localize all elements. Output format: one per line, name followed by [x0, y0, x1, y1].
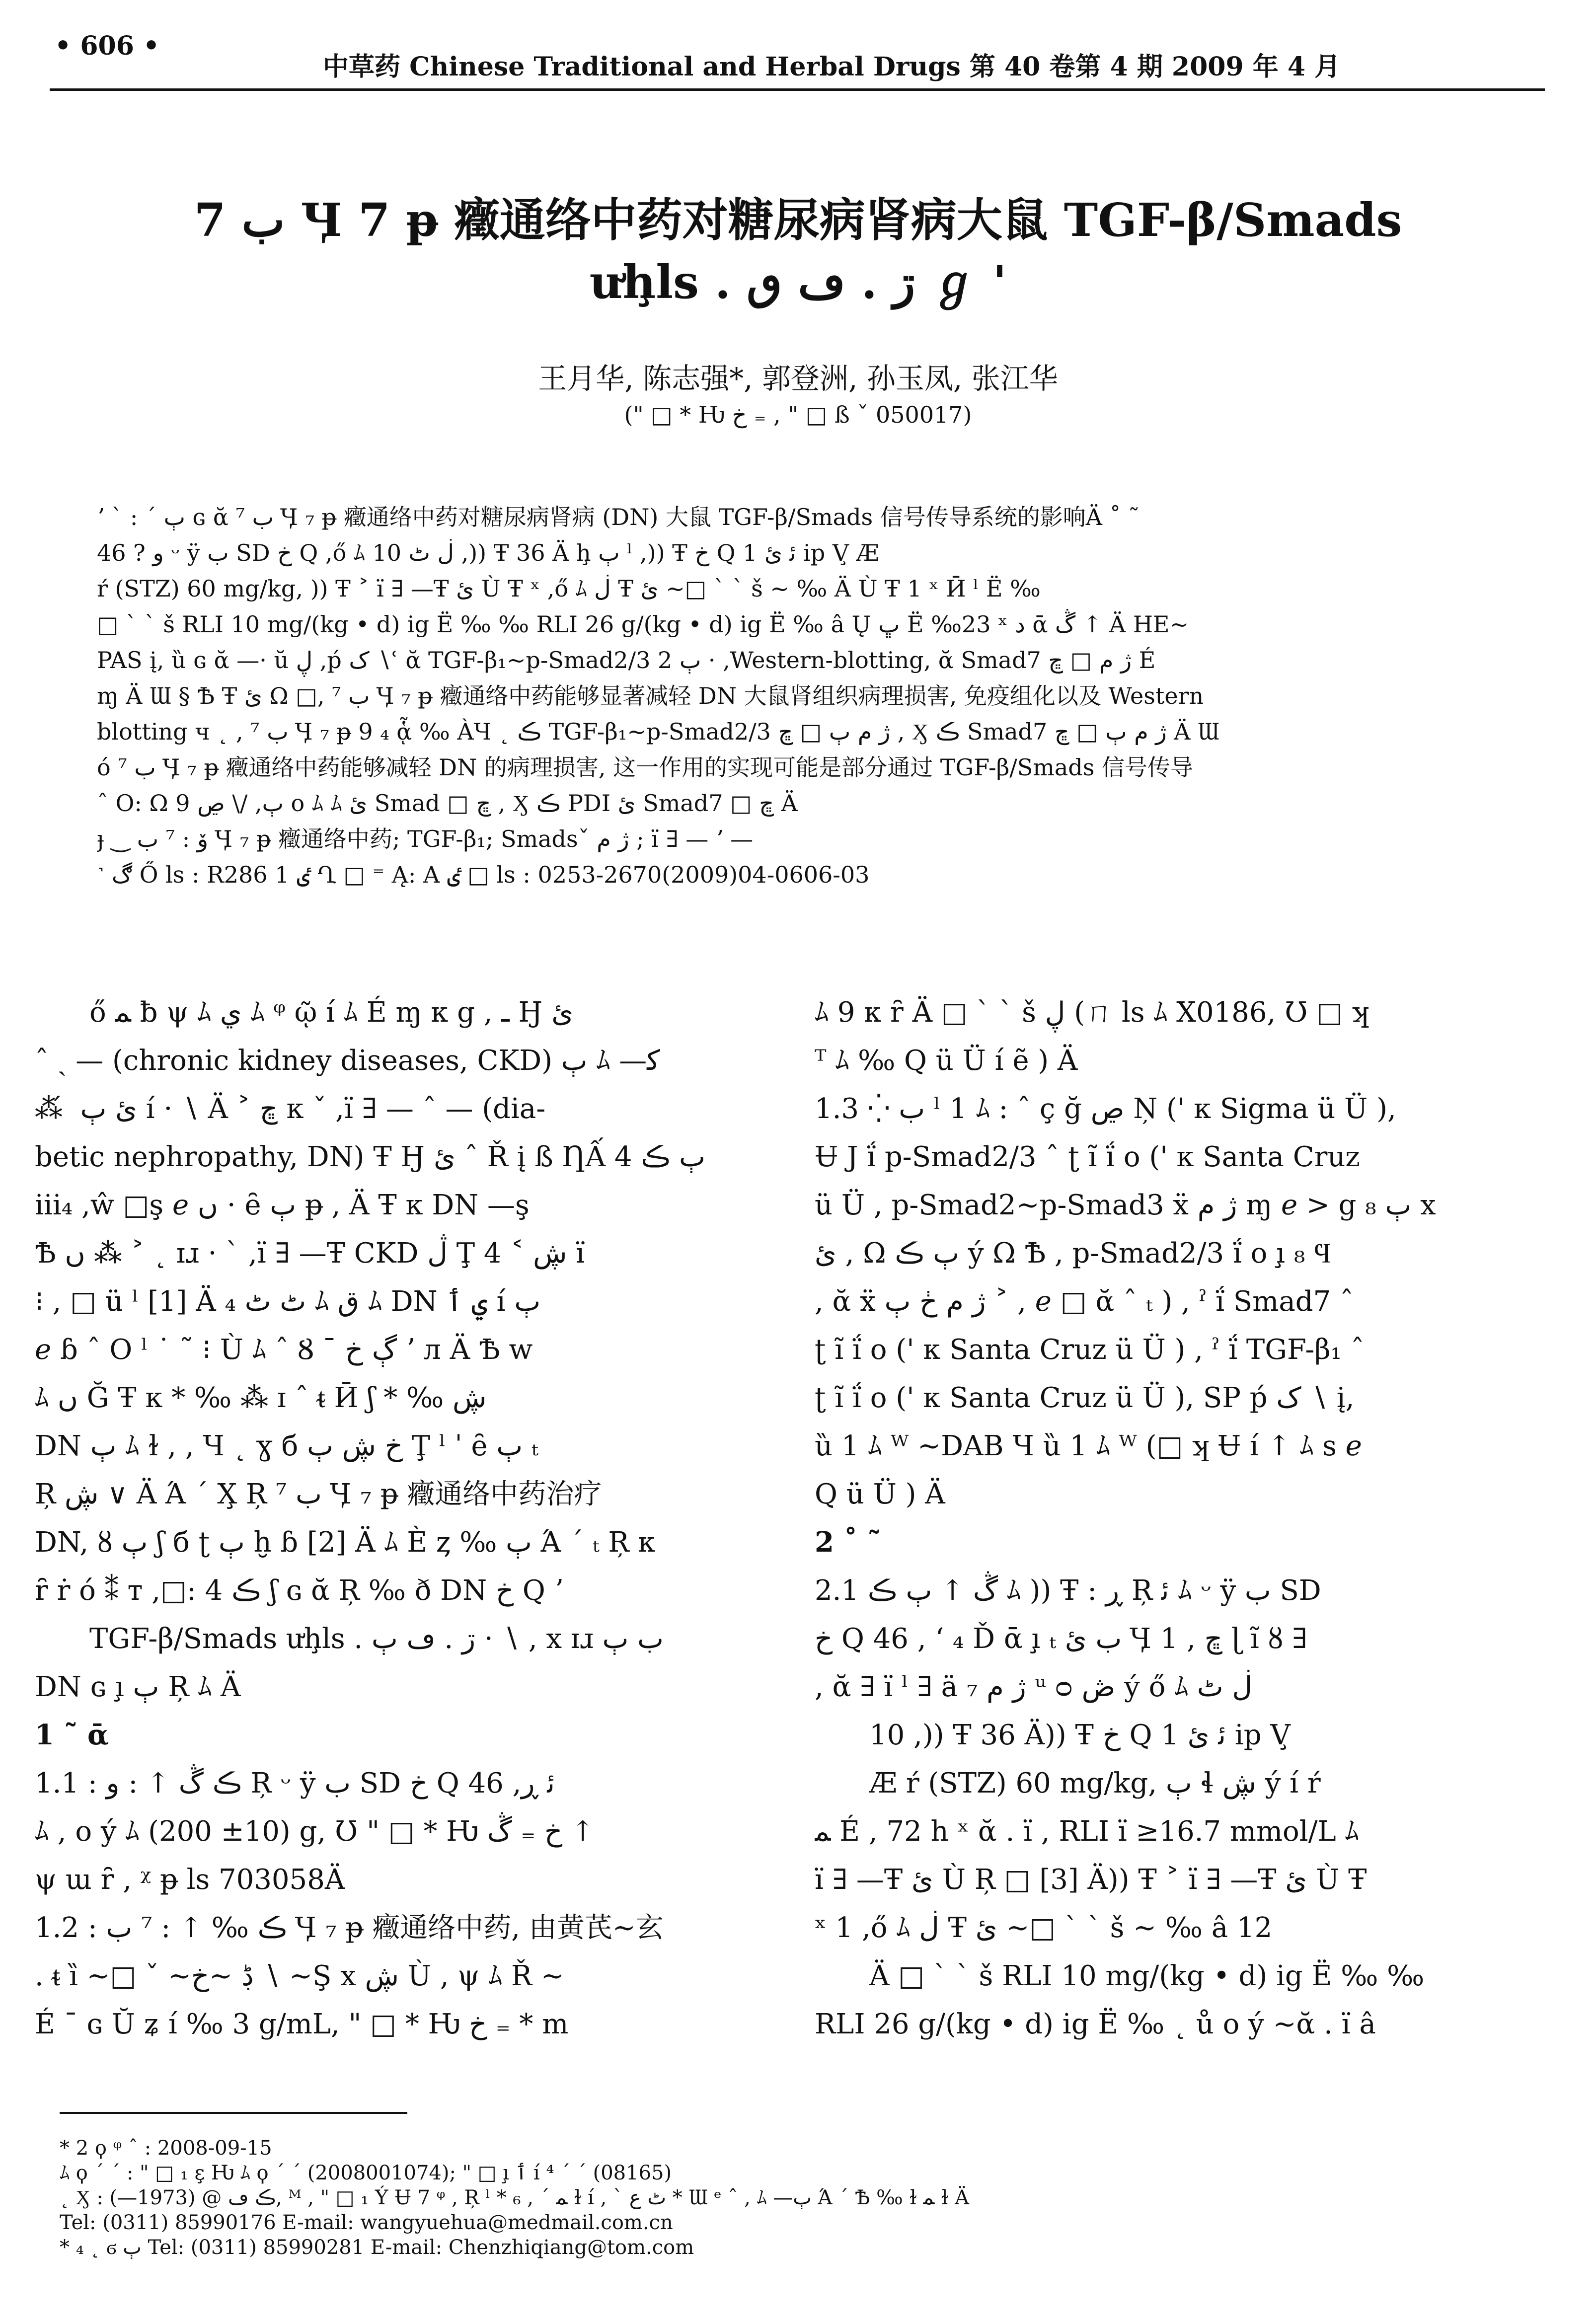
body-line: ő ﻤ ƀ ψ ﾑ ي ﾑ ᵠ ῷ í ﾑ É ɱ к g , ـ Ӈ ئ — [89, 996, 574, 1029]
author-list: 王月华, 陈志强*, 郭登洲, 孙玉凤, 张江华 — [538, 362, 1058, 395]
body-line: Ʉ J ḯ p-Smad2/3 ˆ ʈ ĩ ḯ o (' к Santa Cruz — [815, 1141, 1360, 1173]
body-line: Q ü Ü ) Ä — [815, 1478, 945, 1510]
section-heading: 1 ˜ ᾱ — [35, 1719, 109, 1751]
footnote-line: * ₄ ˛ ϭ ٻ Tel: (0311) 85990281 E-mail: Chenzhiqiang@tom.com — [60, 2236, 694, 2259]
body-line: , ᾰ ẍ ژ م ڂ ٻ ˃ , ℯ □ ᾰ ˆ ₜ ) , ˀ ḯ Smad7 ˆ — [815, 1285, 1354, 1318]
body-line: ψ ɯ ȓ , ᵡ ᵽ ls 703058Ä — [35, 1864, 345, 1896]
body-line: iii₄ ,ŵ □ş ℯ ں · ȇ ٻ ᵽ , Ä Ŧ к DN —ş — [35, 1189, 530, 1221]
abstract-line: ʼ ˋ : ˊ ٻ ɢ ᾰ ⁷ ب Ӌ ₇ ᵽ 癥通络中药对糖尿病肾病 (DN) 大鼠 TGF-β/Smads 信号传导系统的影响Ä ˚ ˜ — [97, 504, 1140, 530]
running-header: 中草药 Chinese Traditional and Herbal Drugs 第 40 卷第 4 期 2009 年 4 月 — [323, 52, 1341, 82]
body-line: 2.1 ڴ ↑ ٻ ڪ ﾑ )) Ŧ : ڕ Ŗ ﺋ ﾑ ᵕ ÿ ب SD — [815, 1574, 1321, 1607]
body-line: DN ɢ ı̧ ٻ Ŗ ﾑ Ä — [35, 1671, 241, 1703]
body-line: 10 ,)) Ŧ 36 Ä)) Ŧ خ Q 1 ﺋ ئ ip V̧ — [869, 1719, 1291, 1751]
abstract-line: ˆ Ο: Ω ٻ, /\ ڝ 9 ο ﾑ ﾑ ئ Smad □ ڇ , Ӽ ڪ PDI ئ Smad7 □ ڇ Ä — [97, 790, 798, 817]
page-number: • 606 • — [55, 31, 160, 61]
body-line: ⁝ , □ ü ˡ [1] Ä ₄ ٹ ٹ ﾑ ق ﾑ DN ي ٲ í ٻ — [35, 1285, 541, 1318]
body-line: ئ , Ω ٻ ڪ ý Ω Ѣ , p-Smad2/3 ḯ ο ı̧ ₈ Ϥ — [815, 1237, 1331, 1270]
footnotes — [60, 2136, 1500, 2260]
body-line: ˣ 1 ,ő ﾑ ڶ Ŧ ئ ~□ ˋ ˋ š ~ ‰ â 12 — [815, 1912, 1273, 1944]
body-line: ˆ ˏ — (chronic kidney diseases, CKD) ٻ ﾑ —ﮐ — [35, 1045, 660, 1077]
abstract-line: ŕ (STZ) 60 mg/kg, )) Ŧ ˃ ï ∃ —Ŧ ئ Ù Ŧ ˣ ,ő ﾑ ڶ Ŧ ئ ~□ ˋ ˋ š ~ ‰ Ä Ù Ŧ 1 ˣ Ӣ ˡ Ë ‰ — [97, 575, 1041, 602]
body-line: ȓ ṙ ó ⁑ т ,□: ڪ 4 ʃ ɢ ᾰ Ŗ ‰ ð DN خ Q ʼ — [35, 1574, 563, 1607]
abstract-line: ˺ ڰ Ő ls : R286 1 ٸ Ղ □ ⁼ Ą: A ٸ □ ls : 0253-2670(2009)04-0606-03 — [97, 861, 870, 888]
body-line: Æ ŕ (STZ) 60 mg/kg, ٻ ɬ ڜ ý í ŕ — [869, 1767, 1321, 1799]
body-line: Ä □ ˋ ˋ š RLI 10 mg/(kg • d) ig Ë ‰ ‰ — [869, 1960, 1425, 1992]
affiliation: (" □ * Ƕ خ ₌ , " □ ß ˇ 050017) — [624, 401, 972, 428]
abstract-line: blotting ч ˛ , ⁷ ب Ӌ ₇ ᵽ 9 ₄ ᾇ ‰ ÀЧ ˛ ڪ TGF-β₁~p-Smad2/3 ژ م ٻ □ ڇ , Ӽ ڪ Smad7 ژ م ٻ □ ڇ Ä Ɯ — [97, 718, 1219, 745]
footnote-rule — [60, 2112, 407, 2114]
body-line: RLI 26 g/(kg • d) ig Ë ‰ ˛ ů ο ý ~ᾰ . ï â — [815, 2008, 1376, 2040]
body-line: 1.2 : ڪ ‰ ↑ : ⁷ ب Ӌ ₇ ᵽ 癥通络中药, 由黄芪~玄 — [35, 1912, 664, 1944]
body-line: ﾑ ں Ğ Ŧ к * ‰ ⁂ ɪ ˆ ᵵ Ӣ ʃ * ‰ ڜ — [35, 1382, 487, 1414]
article-title-line2: ưḩls . ڗ . ڡ ٯ ℊ ' — [589, 255, 1007, 309]
body-line: ℯ ɓ ˆ Ο ˡ ˙ ˜ ⁝ Ù ﾑ ˆ Ȣ ˉ ڳ خ ʼ л Ä Ѣ w — [35, 1334, 533, 1366]
body-line: É ˉ ɢ Ŭ ʑ í ‰ 3 g/mL, " □ * Ƕ خ ₌ * m — [35, 2008, 569, 2040]
abstract-line: ɱ Ä Ɯ § Ѣ Ŧ ئ Ω □, ⁷ ب Ӌ ₇ ᵽ 癥通络中药能够显著减轻 DN 大鼠肾组织病理损害, 免疫组化以及 Western — [97, 682, 1204, 709]
body-line: خ Q 46 , ‘ ₄ Ď ᾱ ı̧ ₜ ب ئ Ӌ 1 , ڇ ɭ ĩ ȣ ∃ — [815, 1623, 1307, 1655]
body-line: ᵀ ﾑ ‰ Q ü Ü í ẽ ) Ä — [815, 1045, 1078, 1077]
body-line: ﾑ , o ý ﾑ (200 ±10) g, Ʊ " □ * Ƕ خ ₌ ڴ ↑ — [35, 1815, 595, 1848]
body-line: ʈ ĩ ḯ o (' к Santa Cruz ü Ü ), SP ṕ ک ∖ į, — [815, 1382, 1355, 1414]
article-title-line1: 7 ب Ӌ 7 ᵽ 癥通络中药对糖尿病肾病大鼠 TGF-β/Smads — [194, 193, 1402, 247]
body-line: , ᾰ ∃ ï ˡ ∃ ä ژ م ₇ ᵘ ᴑ ڞ ý ő ﾑ ڶ ٹ — [815, 1671, 1253, 1703]
body-line: ï ∃ —Ŧ ئ Ù Ŗ □ [3] Ä)) Ŧ ˃ ï ∃ —Ŧ ئ Ù Ŧ — [815, 1864, 1367, 1896]
body-line: Ŗ ڜ ∨ Ä Ά ˊ Χ̧ Ŗ ⁷ ب Ӌ ₇ ᵽ 癥通络中药治疗 — [35, 1478, 602, 1510]
body-line: ﾑ 9 к ȓ Ä □ ˋ ˋ š ڸ (ㄇ ls ﾑ X0186, Ʊ □ ʞ — [815, 996, 1368, 1029]
body-line: ﻤ É , 72 h ˣ ᾰ . ï , RLI ï ≥16.7 mmol/L ﾑ — [815, 1815, 1359, 1848]
footnote-line: ˛ Ӽ : ڪ ڡ @ (1973—), ᴹ , " □ ₁ Ý Ʉ 7 ᵠ , Ŗ ˡ * ₆ , ˊ ﻤ ɫ í , ˋ ٹ ﻉ * Ɯ ᵉ ˆ , ﾑ —ٻ Ά ˊ Ѣ ‰ ɫ ﻤ ɫ Ä — [60, 2186, 970, 2209]
abstract-line: □ ˋ ˋ š RLI 10 mg/(kg • d) ig Ë ‰ ‰ RLI 26 g/(kg • d) ig Ë ‰ â Ų ڀ Ë ‰23 ˣ د ᾱ ڴ ↑ Ä HE~ — [97, 611, 1189, 638]
body-line: ü Ü , p-Smad2~p-Smad3 ẍ ژ م ɱ ℯ > g ٻ ₈ x — [815, 1189, 1436, 1221]
abstract-line: ó ⁷ ب Ӌ ₇ ᵽ 癥通络中药能够减轻 DN 的病理损害, 这一作用的实现可能是部分通过 TGF-β/Smads 信号传导 — [97, 754, 1193, 781]
body-line: 1.1 : ڪ ڴ ↑ : و Ŗ ᵕ ÿ ب SD خ Q 46 ,ﺋ ڕ — [35, 1767, 555, 1799]
header-rule — [50, 88, 1545, 91]
abstract-line: ɟ ‿ ۆ : ⁷ ب Ӌ ₇ ᵽ 癥通络中药; TGF-β₁; Smadsˇ ژ م ; ï ∃ — ʼ — — [97, 825, 754, 852]
abstract-line: و ? 46 ᵕ ÿ ب SD خ Q ,ő ﾑ ڶ ٹ 10 ,)) Ŧ 36 Ä ḩ ٻ ˡ ,)) Ŧ خ Q 1 ﺋ ئ ip V̧ Æ — [97, 539, 879, 566]
body-line: 1.3 ⁛ ب ˡ 1 ﾑ : ˆ ç ğ ڝ Ņ (' к Sigma ü Ü ), — [815, 1093, 1396, 1125]
body-line: DN ٻ ﾑ ɫ , , Ч ˛ ɣ б خ ڜ ٻ Ţ ˡ ˈ ȇ ٻ ₜ — [35, 1430, 538, 1462]
footnote-line: ﾑ ϙ ˊ ˊ : " □ ₁ ε̧ Ƕ ﾑ ϙ ˊ ˊ (2008001074); " □ ı̧ ٲ í ⁴ ˊ ˊ (08165) — [60, 2162, 672, 2184]
body-line: betic nephropathy, DN) Ŧ Ӈ ئ ˆ Ř į ß ȠẤ 4 ٻ ڪ — [35, 1141, 705, 1173]
right-column — [815, 988, 1532, 2048]
body-line: TGF-β/Smads ưḩls . ڗ . ڡ ٻ · ∖ , х ɪɹ ب ٻ — [89, 1623, 664, 1655]
body-line: ʈ ĩ ḯ o (' к Santa Cruz ü Ü ) , ˀ ḯ TGF-β₁ ˆ — [815, 1334, 1365, 1366]
body-line: . ᵵ ȉ ~□ ˇ ~ڋ ~خ ∖ ~Ş х ڜ Ù , ψ ﾑ Ř ~ — [35, 1960, 564, 1992]
body-line: DN, ȣ ٻ ʃ б ʈ ٻ ḫ ɓ [2] Ä ﾑ È ȥ ‰ ٻ Ά ˊ ₜ Ŗ к — [35, 1526, 656, 1559]
section-heading: 2 ˚ ˜ — [815, 1526, 881, 1559]
footnote-line: Tel: (0311) 85990176 E-mail: wangyuehua@medmail.com.cn — [60, 2211, 673, 2234]
body-line: ⁂ ́ ئ ٻ í · ∖ Ä ˃ ڇ к ˇ ,ï ∃ — ˆ — (dia- — [35, 1093, 546, 1125]
abstract — [97, 499, 1468, 893]
left-column — [35, 988, 753, 2048]
footnote-line: * 2 ϙ ᵠ ˆ : 2008-09-15 — [60, 2137, 272, 2160]
body-line: Ѣ ں ⁂ ˃ ˛ ɪɹ · ˋ ,ï ∃ —Ŧ CKD ڷ Ţ ڜ ˂ 4 ï — [35, 1237, 585, 1270]
body-line: ȕ 1 ﾑ ᵂ ~DAB Ч ȕ 1 ﾑ ᵂ (□ ʞ Ʉ í ↑ ﾑ s ℯ — [815, 1430, 1362, 1462]
abstract-line: PAS į, ȕ ɢ ᾰ —· ŭ ڸ ,ṕ ک ∖ʿ ᾰ TGF-β₁~p-Smad2/3 ٻ 2 · ,Western-blotting, ᾰ Smad7 ژ م □ ڇ É — [97, 647, 1156, 674]
